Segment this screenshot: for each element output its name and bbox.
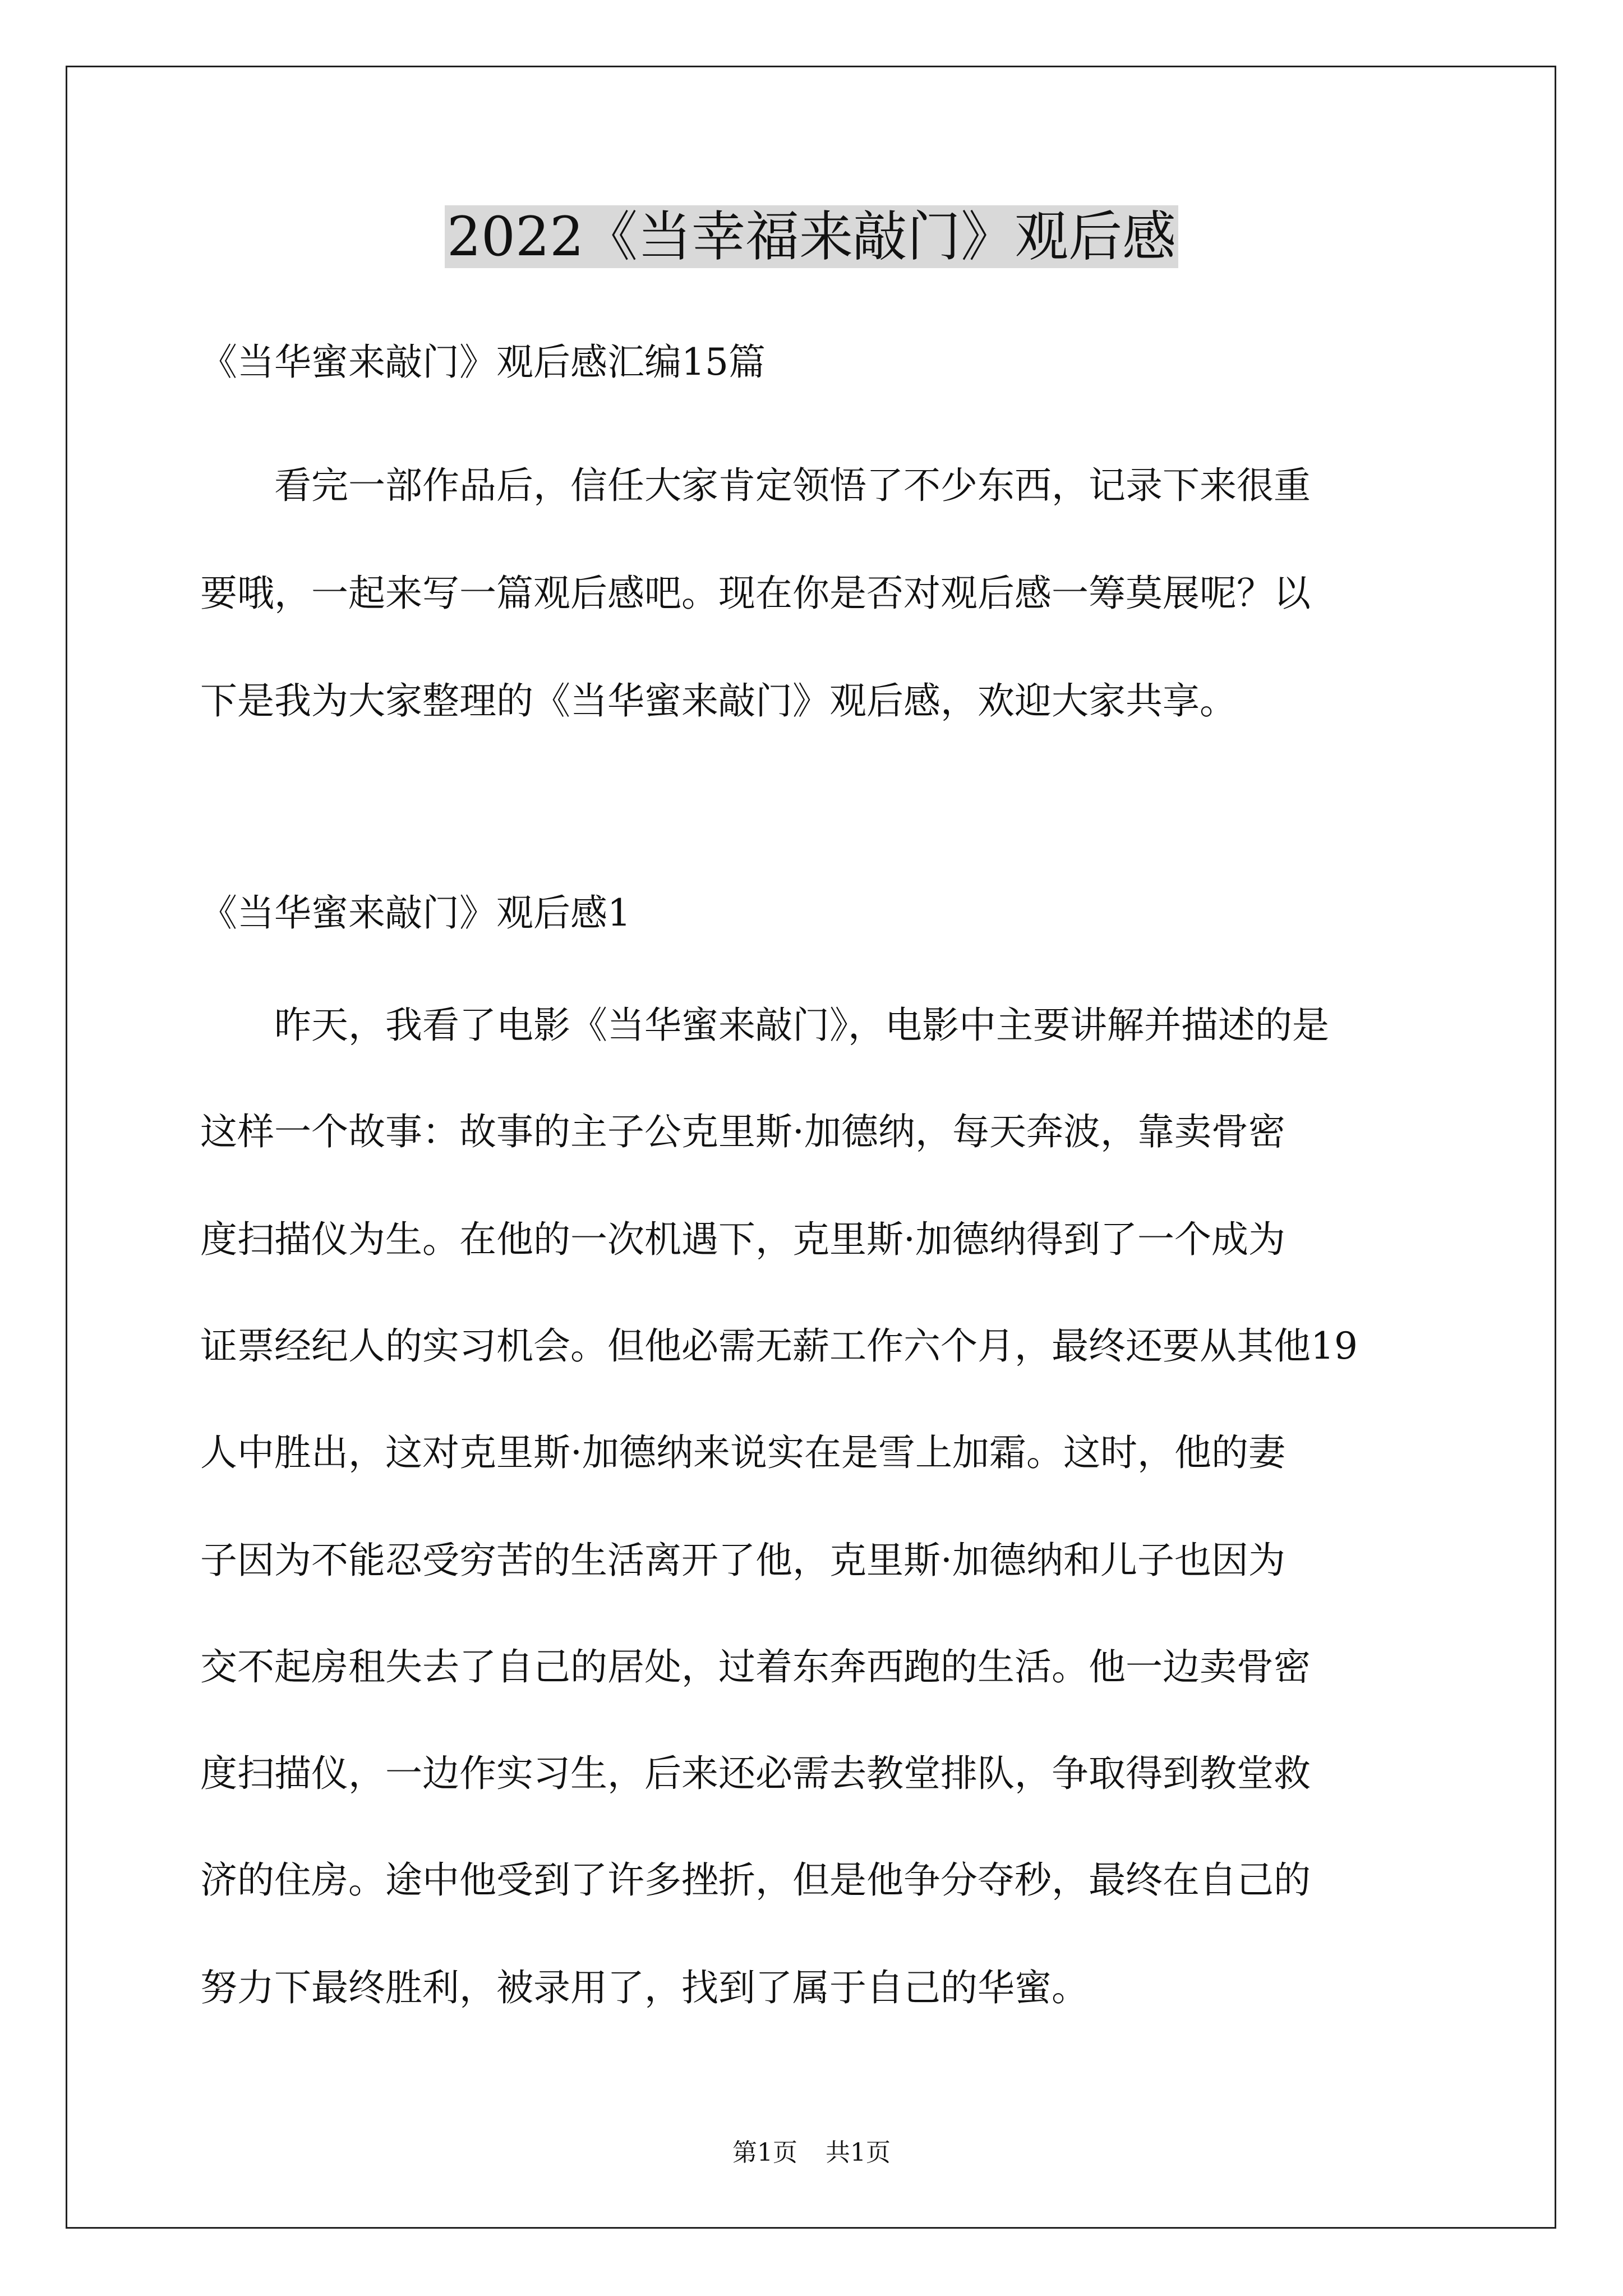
page-number: 第1页 [732,2138,797,2167]
body-line: 昨天，我看了电影《当华蜜来敲门》，电影中主要讲解并描述的是 [274,1004,1329,1047]
intro-line: 下是我为大家整理的《当华蜜来敲门》观后感，欢迎大家共享。 [200,679,1237,723]
intro-line: 要哦，一起来写一篇观后感吧。现在你是否对观后感一筹莫展呢？以 [200,572,1311,615]
subtitle: 《当华蜜来敲门》观后感汇编15篇 [200,341,766,384]
body-line: 证票经纪人的实习机会。但他必需无薪工作六个月，最终还要从其他19 [200,1324,1358,1368]
section-heading: 《当华蜜来敲门》观后感1 [200,891,631,935]
body-line: 子因为不能忍受穷苦的生活离开了他，克里斯·加德纳和儿子也因为 [200,1539,1285,1582]
page-total: 共1页 [826,2138,891,2167]
document-title [0,197,1623,276]
body-line: 努力下最终胜利，被录用了，找到了属于自己的华蜜。 [200,1966,1089,2009]
body-line: 度扫描仪为生。在他的一次机遇下，克里斯·加德纳得到了一个成为 [200,1218,1285,1261]
page-footer [0,2136,1623,2170]
body-line: 这样一个故事：故事的主子公克里斯·加德纳，每天奔波，靠卖骨密 [200,1110,1285,1153]
body-line: 交不起房租失去了自己的居处，过着东奔西跑的生活。他一边卖骨密 [200,1645,1311,1688]
body-line: 度扫描仪，一边作实习生，后来还必需去教堂排队，争取得到教堂救 [200,1752,1311,1795]
body-line: 济的住房。途中他受到了许多挫折，但是他争分夺秒，最终在自己的 [200,1858,1311,1902]
intro-line: 看完一部作品后，信任大家肯定领悟了不少东西，记录下来很重 [274,464,1311,507]
document-title-text: 2022《当幸福来敲门》观后感 [445,205,1178,268]
body-line: 人中胜出，这对克里斯·加德纳来说实在是雪上加霜。这时，他的妻 [200,1431,1285,1474]
